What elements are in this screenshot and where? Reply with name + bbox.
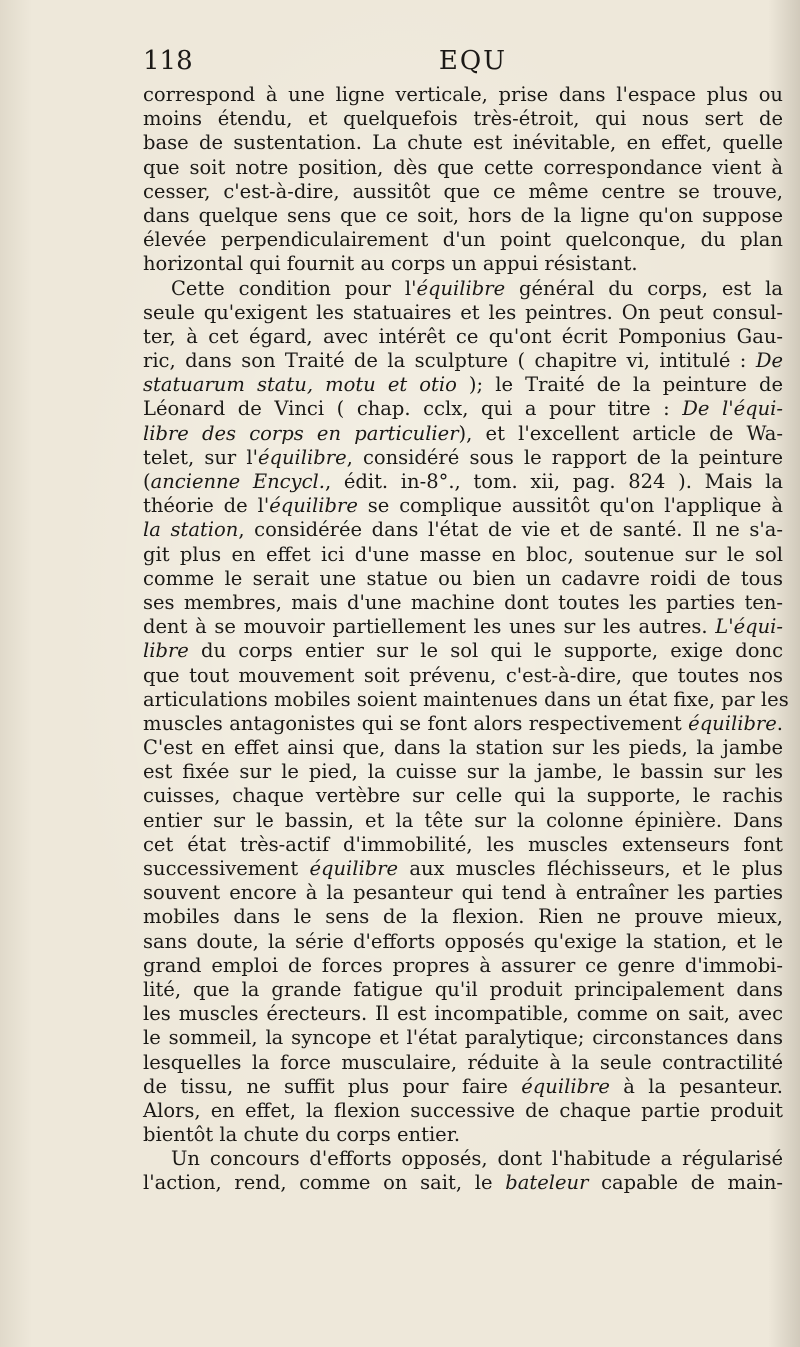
text-line: ric, dans son Traité de la sculpture ( chapitre vi, intitulé : De xyxy=(143,349,783,373)
running-head xyxy=(143,46,783,78)
text-line: bientôt la chute du corps entier. xyxy=(143,1123,461,1147)
text-line: Un concours d'efforts opposés, dont l'habitude a régularisé xyxy=(171,1147,783,1171)
text-line: ter, à cet égard, avec intérêt ce qu'ont écrit Pomponius Gau- xyxy=(143,324,783,348)
text-line: ses membres, mais d'une machine dont toutes les parties ten- xyxy=(143,590,783,614)
text-line: dans quelque sens que ce soit, hors de la ligne qu'on suppose xyxy=(143,203,783,227)
text-line: grand emploi de forces propres à assurer ce genre d'immobi- xyxy=(143,953,783,977)
text-line: théorie de l'équilibre se complique aussitôt qu'on l'applique à xyxy=(143,494,783,518)
text-line: muscles antagonistes qui se font alors respectivement équilibre. xyxy=(143,711,783,735)
text-line: libre du corps entier sur le sol qui le supporte, exige donc xyxy=(143,639,783,663)
paragraph-1 xyxy=(143,83,783,277)
text-line: est fixée sur le pied, la cuisse sur la jambe, le bassin sur les xyxy=(143,760,783,784)
text-line: Léonard de Vinci ( chap. cclx, qui a pour titre : De l'équi- xyxy=(143,397,783,421)
text-line: Cette condition pour l'équilibre général du corps, est la xyxy=(171,276,783,300)
page-number: 118 xyxy=(143,46,193,76)
text-line: (ancienne Encycl., édit. in-8°., tom. xii, pag. 824 ). Mais la xyxy=(143,470,784,493)
paragraph-2 xyxy=(143,276,789,1148)
text-line: horizontal qui fournit au corps un appui résistant. xyxy=(143,252,638,276)
text-line: dent à se mouvoir partiellement les unes sur les autres. L'équi- xyxy=(143,615,783,639)
text-line: libre des corps en particulier), et l'excellent article de Wa- xyxy=(143,421,784,445)
text-line: successivement équilibre aux muscles fléchisseurs, et le plus xyxy=(143,857,783,880)
text-line: cet état très-actif d'immobilité, les muscles extenseurs font xyxy=(143,832,783,856)
text-line: correspond à une ligne verticale, prise dans l'espace plus ou xyxy=(143,83,783,106)
text-line: Alors, en effet, la flexion successive de chaque partie produit xyxy=(143,1098,783,1122)
text-line: statuarum statu, motu et otio ); le Traité de la peinture de xyxy=(143,373,783,397)
text-line: entier sur le bassin, et la tête sur la colonne épinière. Dans xyxy=(143,808,783,832)
text-line: le sommeil, la syncope et l'état paralytique; circonstances dans xyxy=(143,1026,783,1050)
text-line: lité, que la grande fatigue qu'il produit principalement dans xyxy=(143,977,783,1001)
text-line: mobiles dans le sens de la flexion. Rien ne prouve mieux, xyxy=(143,905,783,929)
text-line: élevée perpendiculairement d'un point quelconque, du plan xyxy=(143,228,783,252)
text-line: de tissu, ne suffit plus pour faire équilibre à la pesanteur. xyxy=(143,1074,783,1098)
text-line: que tout mouvement soit prévenu, c'est-à-dire, que toutes nos xyxy=(143,663,783,687)
text-line: cuisses, chaque vertèbre sur celle qui la supporte, le rachis xyxy=(143,784,783,808)
text-line: souvent encore à la pesanteur qui tend à entraîner les parties xyxy=(143,881,783,905)
text-line: que soit notre position, dès que cette correspondance vient à xyxy=(143,155,783,179)
text-line: base de sustentation. La chute est inévitable, en effet, quelle xyxy=(143,131,783,155)
text-line: telet, sur l'équilibre, considéré sous le rapport de la peinture xyxy=(143,445,784,469)
text-line: l'action, rend, comme on sait, le bateleur capable de main- xyxy=(143,1171,783,1195)
text-line: les muscles érecteurs. Il est incompatible, comme on sait, avec xyxy=(143,1002,783,1026)
text-line: sans doute, la série d'efforts opposés qu'exige la station, et le xyxy=(143,929,783,953)
text-line: lesquelles la force musculaire, réduite à la seule contractilité xyxy=(143,1050,783,1074)
text-line: C'est en effet ainsi que, dans la station sur les pieds, la jambe xyxy=(143,736,783,760)
text-line: git plus en effet ici d'une masse en bloc, soutenue sur le sol xyxy=(143,542,783,566)
text-line: cesser, c'est-à-dire, aussitôt que ce même centre se trouve, xyxy=(143,179,783,203)
paragraph-3 xyxy=(143,1147,783,1195)
running-title: EQU xyxy=(438,46,508,76)
body-text xyxy=(143,83,789,1196)
text-line: moins étendu, et quelquefois très-étroit, qui nous sert de xyxy=(143,107,783,131)
text-line: la station, considérée dans l'état de vie et de santé. Il ne s'a- xyxy=(143,518,783,542)
text-line: articulations mobiles soient maintenues dans un état fixe, par les xyxy=(143,687,789,711)
text-line: comme le serait une statue ou bien un cadavre roidi de tous xyxy=(143,566,783,590)
text-line: seule qu'exigent les statuaires et les peintres. On peut consul- xyxy=(143,300,783,324)
